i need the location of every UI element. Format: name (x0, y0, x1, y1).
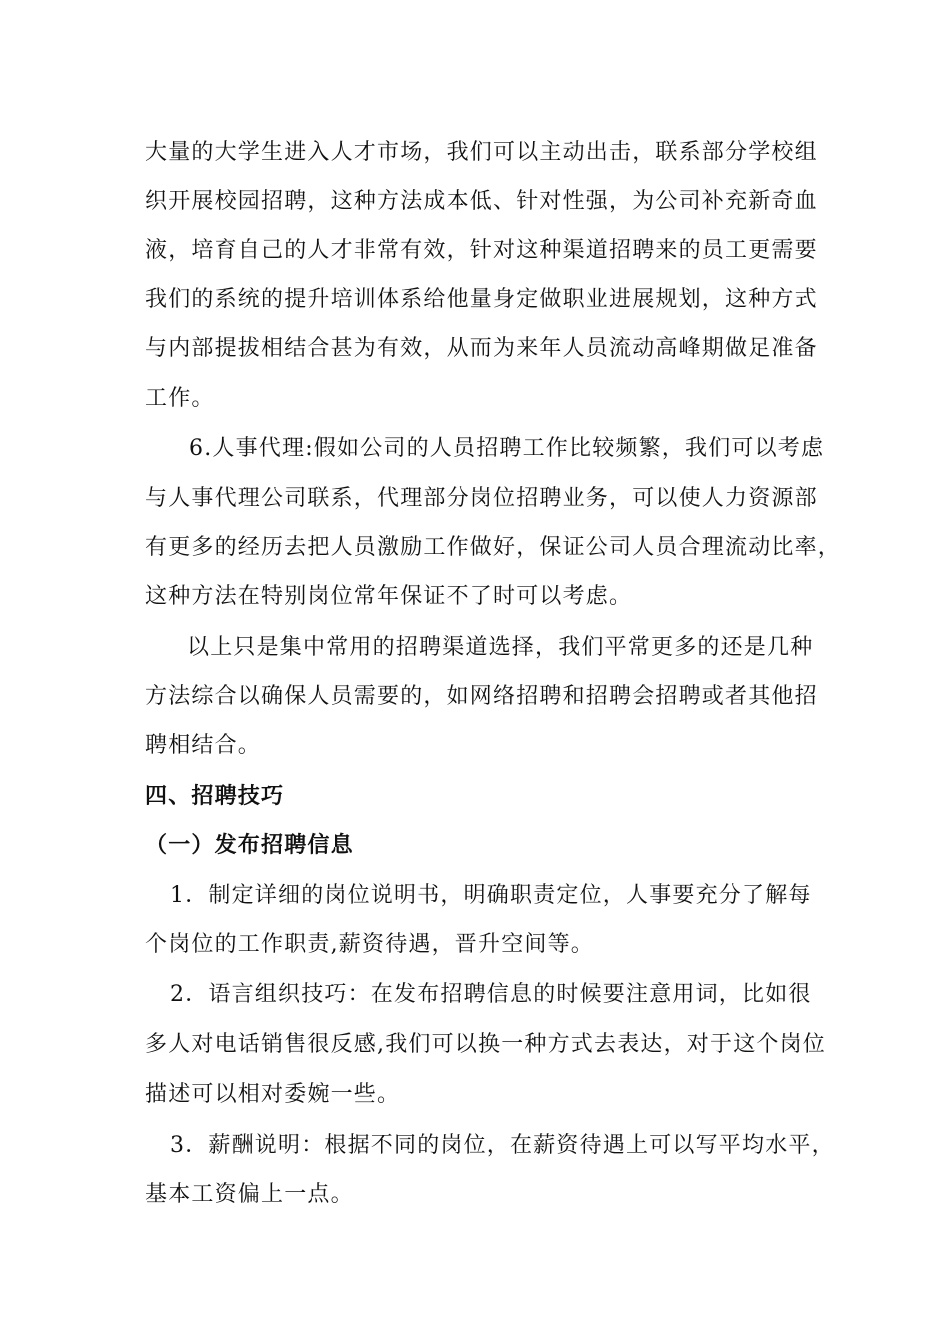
paragraph-line: 这种方法在特别岗位常年保证不了时可以考虑。 (145, 584, 633, 609)
paragraph-line: 基本工资偏上一点。 (145, 1182, 354, 1207)
paragraph-line: 大量的大学生进入人才市场，我们可以主动出击，联系部分学校组 (145, 140, 818, 165)
paragraph-line: 多人对电话销售很反感,我们可以换一种方式去表达，对于这个岗位 (145, 1032, 826, 1057)
paragraph-line: 我们的系统的提升培训体系给他量身定做职业进展规划，这种方式 (145, 287, 818, 312)
paragraph-line: 工作。 (145, 386, 215, 411)
paragraph-line: 3．薪酬说明：根据不同的岗位，在薪资待遇上可以写平均水平， (170, 1133, 835, 1158)
paragraph-line: 与人事代理公司联系，代理部分岗位招聘业务，可以使人力资源部 (145, 486, 818, 511)
paragraph-line: 有更多的经历去把人员激励工作做好，保证公司人员合理流动比率， (145, 535, 842, 560)
paragraph-line: 聘相结合。 (145, 733, 262, 758)
paragraph-line: 1．制定详细的岗位说明书，明确职责定位，人事要充分了解每 (170, 883, 812, 908)
paragraph-line: 以上只是集中常用的招聘渠道选择，我们平常更多的还是几种 (187, 635, 814, 660)
paragraph-line: 与内部提拔相结合甚为有效，从而为来年人员流动高峰期做足准备 (145, 336, 818, 361)
paragraph-line: 2．语言组织技巧：在发布招聘信息的时候要注意用词，比如很 (170, 982, 812, 1007)
subsection-heading: （一）发布招聘信息 (145, 833, 354, 858)
paragraph-line: 液，培育自己的人才非常有效，针对这种渠道招聘来的员工更需要 (145, 238, 818, 263)
section-heading: 四、招聘技巧 (145, 784, 285, 809)
paragraph-line: 织开展校园招聘，这种方法成本低、针对性强，为公司补充新奇血 (145, 189, 818, 214)
paragraph-line: 描述可以相对委婉一些。 (145, 1082, 401, 1107)
paragraph-line: 个岗位的工作职责,薪资待遇，晋升空间等。 (145, 932, 594, 957)
paragraph-line: 方法综合以确保人员需要的，如网络招聘和招聘会招聘或者其他招 (145, 684, 818, 709)
paragraph-line: 6.人事代理:假如公司的人员招聘工作比较频繁，我们可以考虑 (189, 436, 825, 461)
